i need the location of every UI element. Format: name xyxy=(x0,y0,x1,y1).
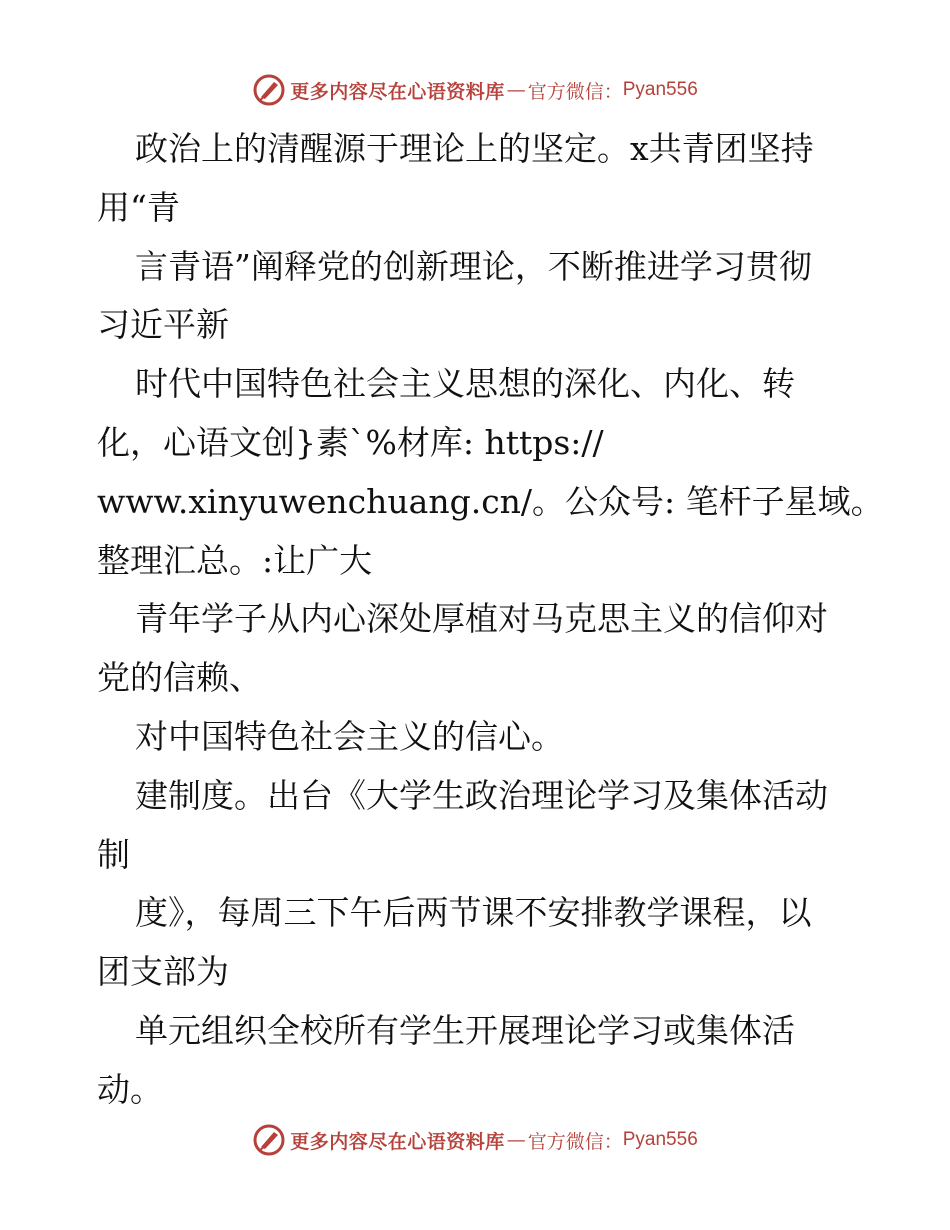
body-line: 单元组织全校所有学生开展理论学习或集体活 xyxy=(135,1010,795,1050)
banner-main-text: 更多内容尽在心语资料库 xyxy=(290,1130,505,1153)
banner-wechat-label: 官方微信： xyxy=(527,80,623,103)
body-line: 团支部为 xyxy=(97,952,229,992)
body-line: 时代中国特色社会主义思想的深化、内化、转 xyxy=(135,364,795,404)
quill-logo-icon xyxy=(252,73,286,107)
banner-wechat-id: Pyan556 xyxy=(622,79,698,100)
body-line: 政治上的清醒源于理论上的坚定。x共青团坚持 xyxy=(135,129,814,168)
document-body xyxy=(97,120,897,1120)
body-line: 青年学子从内心深处厚植对马克思主义的信仰对 xyxy=(135,599,828,639)
body-line: 建制度。出台《大学生政治理论学习及集体活动 xyxy=(135,775,828,815)
body-line: 整理汇总。:让广大 xyxy=(97,540,373,580)
body-line: 度》，每周三下午后两节课不安排教学课程，以 xyxy=(135,893,812,933)
banner-main-text: 更多内容尽在心语资料库 xyxy=(290,80,505,103)
body-line: 化，心语文创}素`%材库: https:// xyxy=(97,422,604,462)
banner-wechat-label: 官方微信： xyxy=(527,1130,623,1153)
banner-dash: — xyxy=(506,1129,526,1151)
body-line: 党的信赖、 xyxy=(97,658,262,698)
body-line: 用“青 xyxy=(97,187,180,227)
body-line: 习近平新 xyxy=(97,305,229,345)
body-line: 言青语”阐释党的创新理论，不断推进学习贯彻 xyxy=(135,246,812,286)
banner-wechat-id: Pyan556 xyxy=(622,1129,698,1150)
header-watermark-banner xyxy=(0,70,950,110)
body-line: 动。 xyxy=(97,1069,163,1109)
body-line: www.xinyuwenchuang.cn/。公众号: 笔杆子星域。 xyxy=(97,481,884,521)
quill-logo-icon xyxy=(252,1123,286,1157)
footer-watermark-banner xyxy=(0,1120,950,1160)
body-line: 制 xyxy=(97,834,130,874)
body-line: 对中国特色社会主义的信心。 xyxy=(135,716,564,756)
banner-dash: — xyxy=(506,79,526,101)
